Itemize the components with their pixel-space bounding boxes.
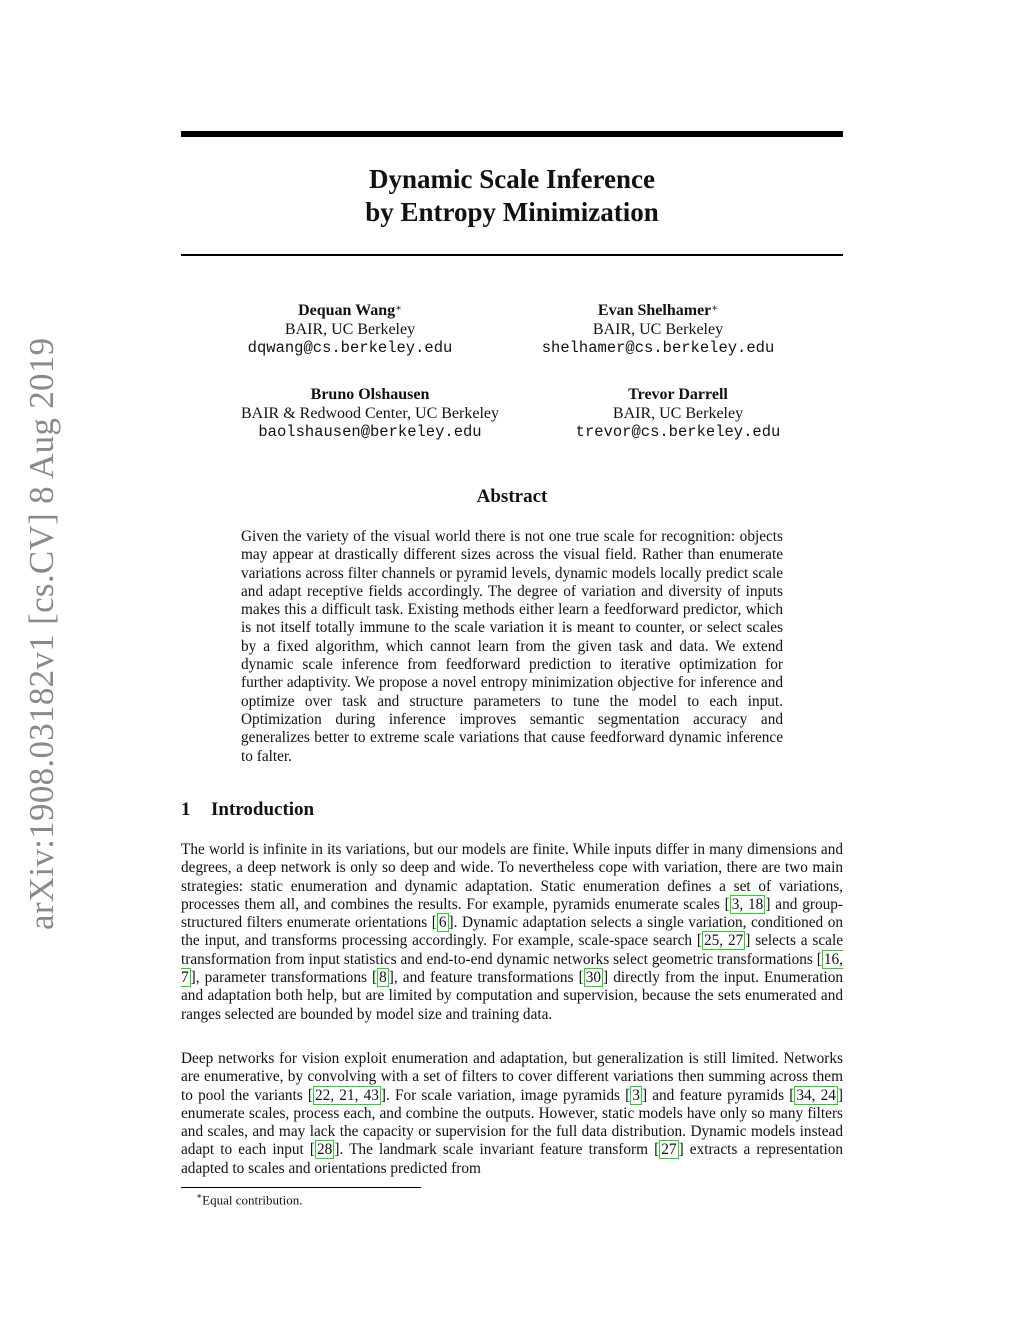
author-block: [190, 385, 550, 442]
arxiv-watermark: arXiv:1908.03182v1 [cs.CV] 8 Aug 2019: [22, 337, 61, 930]
author-email[interactable]: dqwang@cs.berkeley.edu: [247, 339, 453, 357]
paper-title: [181, 163, 843, 229]
author-email[interactable]: baolshausen@berkeley.edu: [258, 423, 482, 441]
author-affiliation: BAIR, UC Berkeley: [284, 321, 416, 338]
citation-link[interactable]: 30: [585, 969, 602, 987]
author-name: Evan Shelhamer∗: [597, 302, 719, 319]
abstract-text: Given the variety of the visual world there is not one true scale for recognition: objects may appear at drastically different sizes across the visual field. Rather than enumerate variations across filter channels or pyramid levels, dynamic models locally predict scale and adapt receptive fields accordingly. The degree of variation and diversity of inputs makes this a difficult task. Existing methods either learn a feedforward predictor, which is not itself totally immune to the scale variation it is meant to counter, or select scales by a fixed algorithm, which cannot learn from the given task and data. We extend dynamic scale inference from feedforward prediction to iterative optimization for further adaptivity. We propose a novel entropy minimization objective for inference and optimize over task and structure parameters to tune the model to each input. Optimization during inference improves semantic segmentation accuracy and generalizes better to extreme scale variations that cause feedforward dynamic inference to falter.: [241, 528, 783, 765]
author-block: [498, 385, 858, 442]
citation-link[interactable]: 8: [379, 969, 387, 987]
author-email[interactable]: trevor@cs.berkeley.edu: [575, 423, 781, 441]
citation-link[interactable]: 6: [438, 914, 447, 932]
title-line-2: by Entropy Minimization: [365, 197, 659, 227]
intro-paragraph-1: The world is infinite in its variations, but our models are finite. While inputs differ in many dimensions and degrees, a deep network is only so deep and wide. To nevertheless cope with variation, there are two main strategies: static enumeration and dynamic adaptation. Static enumeration defines a set of variations, processes them all, and combines the results. For example, pyramids enumerate scales [ 3, 18 ] and group-structured filters enumerate orientations [ 6 ]. Dynamic adaptation selects a single variation, conditioned on the input, and transforms processing accordingly. For example, scale-space search [ 25, 27 ] selects a scale transformation from input statistics and end-to-end dynamic networks select geometric transformations [ 16, 7 ], parameter transformations [ 8 ], and feature transformations [ 30 ] directly from the input. Enumeration and adaptation both help, but are limited by computation and supervision, because the sets enumerated and ranges selected are bounded by model size and training data.: [181, 841, 844, 1023]
citation-link[interactable]: 3: [632, 1086, 640, 1104]
citation-link[interactable]: 25, 27: [703, 932, 744, 950]
abstract-heading: Abstract: [476, 486, 548, 507]
citation-link[interactable]: 22, 21, 43: [315, 1086, 379, 1104]
author-affiliation: BAIR, UC Berkeley: [592, 321, 724, 338]
citation-link[interactable]: 16, 7: [181, 950, 843, 987]
citation-link[interactable]: 28: [317, 1141, 333, 1159]
author-affiliation: BAIR, UC Berkeley: [612, 405, 744, 422]
author-name: Dequan Wang∗: [298, 302, 402, 319]
author-name: Bruno Olshausen: [310, 386, 430, 403]
intro-paragraph-2: Deep networks for vision exploit enumeration and adaptation, but generalization is still limited. Networks are enumerative, by convolving with a set of filters to cover different variations then summing across them to pool the variants [ 22, 21, 43 ]. For scale variation, image pyramids [ 3 ] and feature pyramids [ 34, 24 ] enumerate scales, process each, and combine the outputs. However, static models have only so many filters and scales, and may lack the capacity or supervision for the full data distribution. Dynamic models instead adapt to each input [ 28 ]. The landmark scale invariant feature transform [ 27 ] extracts a representation adapted to scales and orientations predicted from: [181, 1050, 844, 1177]
title-rule-bottom: [181, 254, 843, 256]
section-title: Introduction: [211, 799, 315, 820]
footnote-rule: [181, 1187, 421, 1188]
section-number: 1: [181, 799, 191, 820]
title-rule-top: [181, 131, 843, 137]
citation-link[interactable]: 27: [661, 1141, 677, 1159]
author-block: [170, 301, 530, 358]
footnote: ∗Equal contribution.: [196, 1191, 303, 1208]
author-affiliation: BAIR & Redwood Center, UC Berkeley: [241, 405, 499, 422]
section-heading: [181, 799, 314, 821]
citation-link[interactable]: 34, 24: [796, 1086, 836, 1104]
author-email[interactable]: shelhamer@cs.berkeley.edu: [541, 339, 775, 357]
citation-link[interactable]: 3, 18: [731, 895, 764, 913]
author-name: Trevor Darrell: [628, 386, 728, 403]
title-line-1: Dynamic Scale Inference: [369, 164, 655, 194]
author-block: [478, 301, 838, 358]
